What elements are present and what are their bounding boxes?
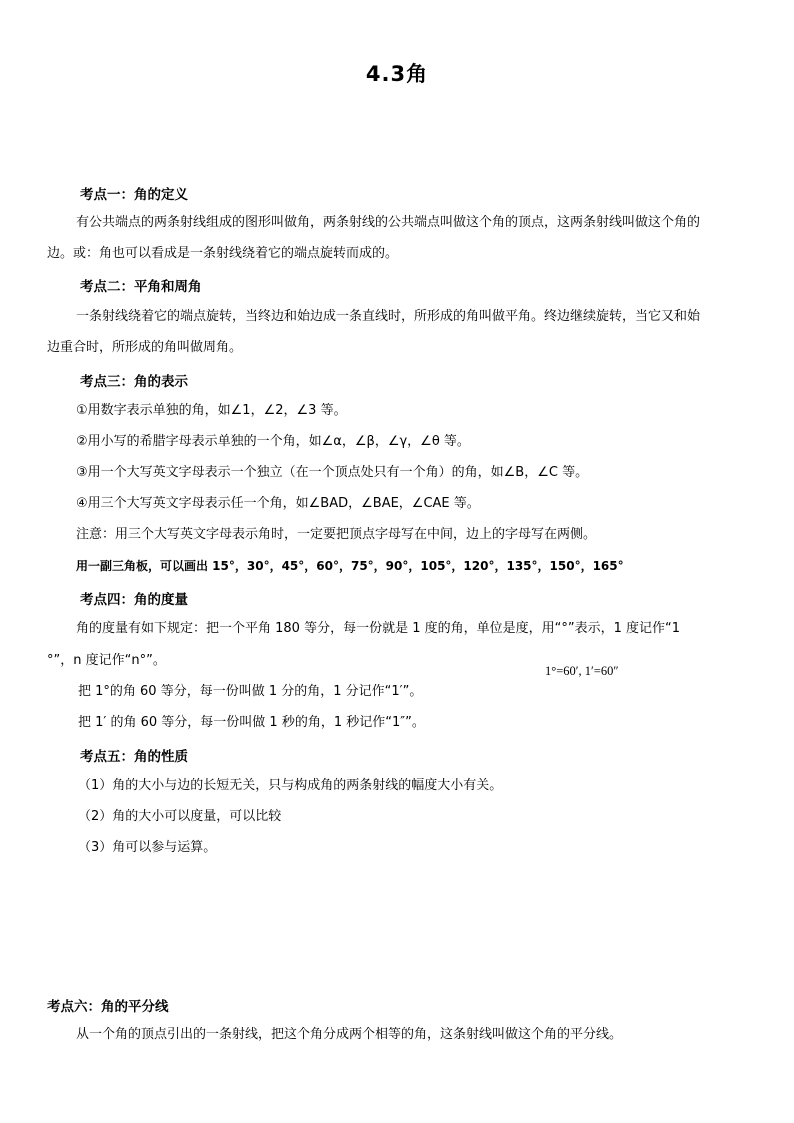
section-2-line-2: 边重合时，所形成的角叫做周角。 [47,340,243,355]
section-6-line-1: 从一个角的顶点引出的一条射线，把这个角分成两个相等的角，这条射线叫做这个角的平分线。 [76,1027,623,1042]
section-2-heading: 考点二：平角和周角 [80,279,202,295]
section-4-line-3: 把 1°的角 60 等分，每一份叫做 1 分的角，1 分记作“1′”。 [78,684,423,699]
section-3-item-3: ③用一个大写英文字母表示一个独立（在一个顶点处只有一个角）的角，如∠B，∠C 等。 [76,465,589,480]
section-1-line-1: 有公共端点的两条射线组成的图形叫做角，两条射线的公共端点叫做这个角的顶点，这两条射线叫做这个角的 [76,215,701,230]
section-5-item-1: （1）角的大小与边的长短无关，只与构成角的两条射线的幅度大小有关。 [78,778,503,793]
section-1-heading: 考点一：角的定义 [80,187,188,203]
section-5-heading: 考点五：角的性质 [80,749,188,765]
section-3-note: 注意：用三个大写英文字母表示角时，一定要把顶点字母写在中间，边上的字母写在两侧。 [76,527,597,542]
document-title: 4.3角 [365,62,429,86]
section-3-heading: 考点三：角的表示 [80,374,188,390]
section-3-item-4: ④用三个大写英文字母表示任一个角，如∠BAD，∠BAE，∠CAE 等。 [76,496,480,511]
section-3-item-1: ①用数字表示单独的角，如∠1，∠2，∠3 等。 [76,403,347,418]
section-5-item-2: （2）角的大小可以度量，可以比较 [78,809,282,824]
section-6-heading: 考点六：角的平分线 [47,999,169,1015]
section-4-formula: 1°=60′, 1′=60″ [545,664,619,678]
section-5-item-3: （3）角可以参与运算。 [78,840,217,855]
section-3-item-2: ②用小写的希腊字母表示单独的一个角，如∠α，∠β，∠γ，∠θ 等。 [76,434,470,449]
section-2-line-1: 一条射线绕着它的端点旋转，当终边和始边成一条直线时，所形成的角叫做平角。终边继续旋转，当它又和始 [76,309,701,324]
section-4-heading: 考点四：角的度量 [80,592,188,608]
section-4-line-1: 角的度量有如下规定：把一个平角 180 等分，每一份就是 1 度的角，单位是度，用“°”表示，1 度记作“1 [76,621,680,636]
section-3-triangle-note: 用一副三角板，可以画出 15°，30°，45°，60°，75°，90°，105°，120°，135°，150°，165° [76,559,624,573]
section-1-line-2: 边。或：角也可以看成是一条射线绕着它的端点旋转而成的。 [47,246,399,261]
section-4-line-2: °”，n 度记作“n°”。 [47,653,166,668]
section-4-line-4: 把 1′ 的角 60 等分，每一份叫做 1 秒的角，1 秒记作“1″”。 [78,715,425,730]
